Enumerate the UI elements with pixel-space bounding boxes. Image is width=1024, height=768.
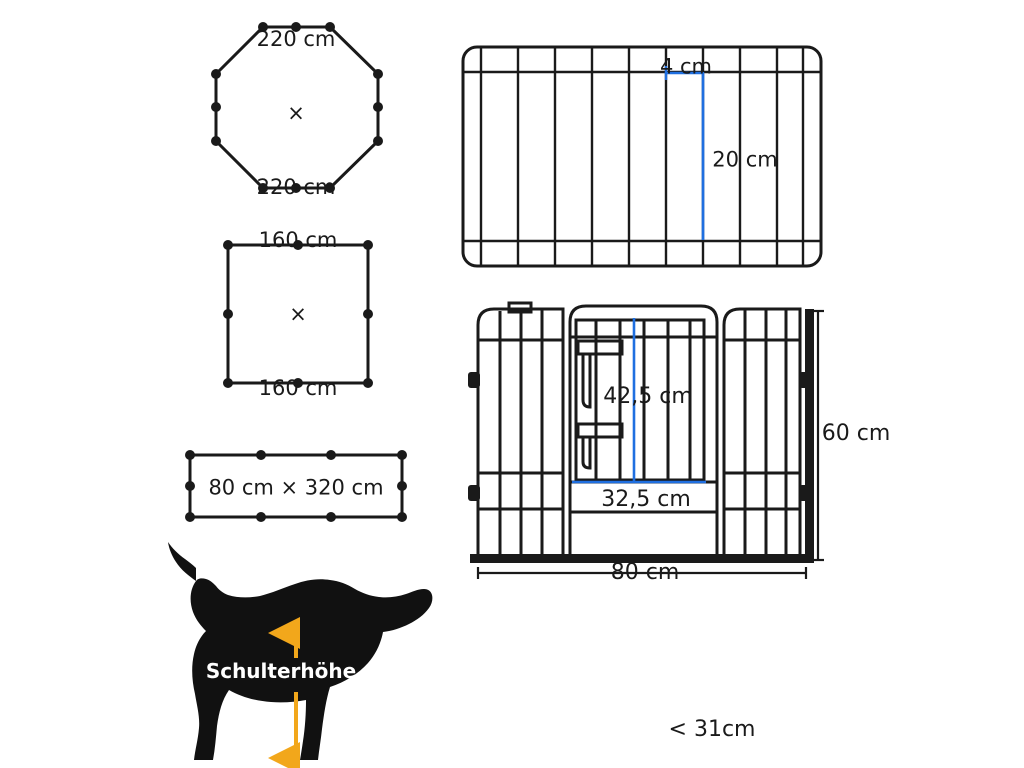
panel-mesh-width-dimension (666, 66, 703, 240)
square-dimension-label (259, 178, 338, 450)
pen-left-panel (478, 309, 563, 560)
max-shoulder-height-label: < 31cm (668, 717, 756, 743)
pen-right-panel (724, 309, 800, 560)
square-line-3: 160 cm (258, 375, 338, 400)
door-width-label: 32,5 cm (601, 487, 691, 513)
octagon-line-3: 220 cm (256, 174, 336, 199)
mesh-height-label: 20 cm (712, 147, 778, 172)
panel-height-label: 60 cm (821, 421, 891, 447)
mesh-width-label: 4 cm (659, 54, 713, 79)
pen-door-panel (509, 303, 717, 560)
shoulder-height-label: Schulterhöhe (205, 659, 357, 684)
door-height-label: 42,5 cm (603, 384, 693, 410)
pen-overall-dimensions (478, 311, 824, 579)
octagon-line-1: 220 cm (256, 26, 336, 51)
square-line-2: × (289, 301, 307, 326)
dog-silhouette-shape (168, 542, 432, 760)
square-line-1: 160 cm (258, 227, 338, 252)
rectangle-dimension-label: 80 cm × 320 cm (208, 475, 384, 500)
octagon-line-2: × (287, 100, 305, 125)
panel-width-label: 80 cm (610, 560, 680, 586)
